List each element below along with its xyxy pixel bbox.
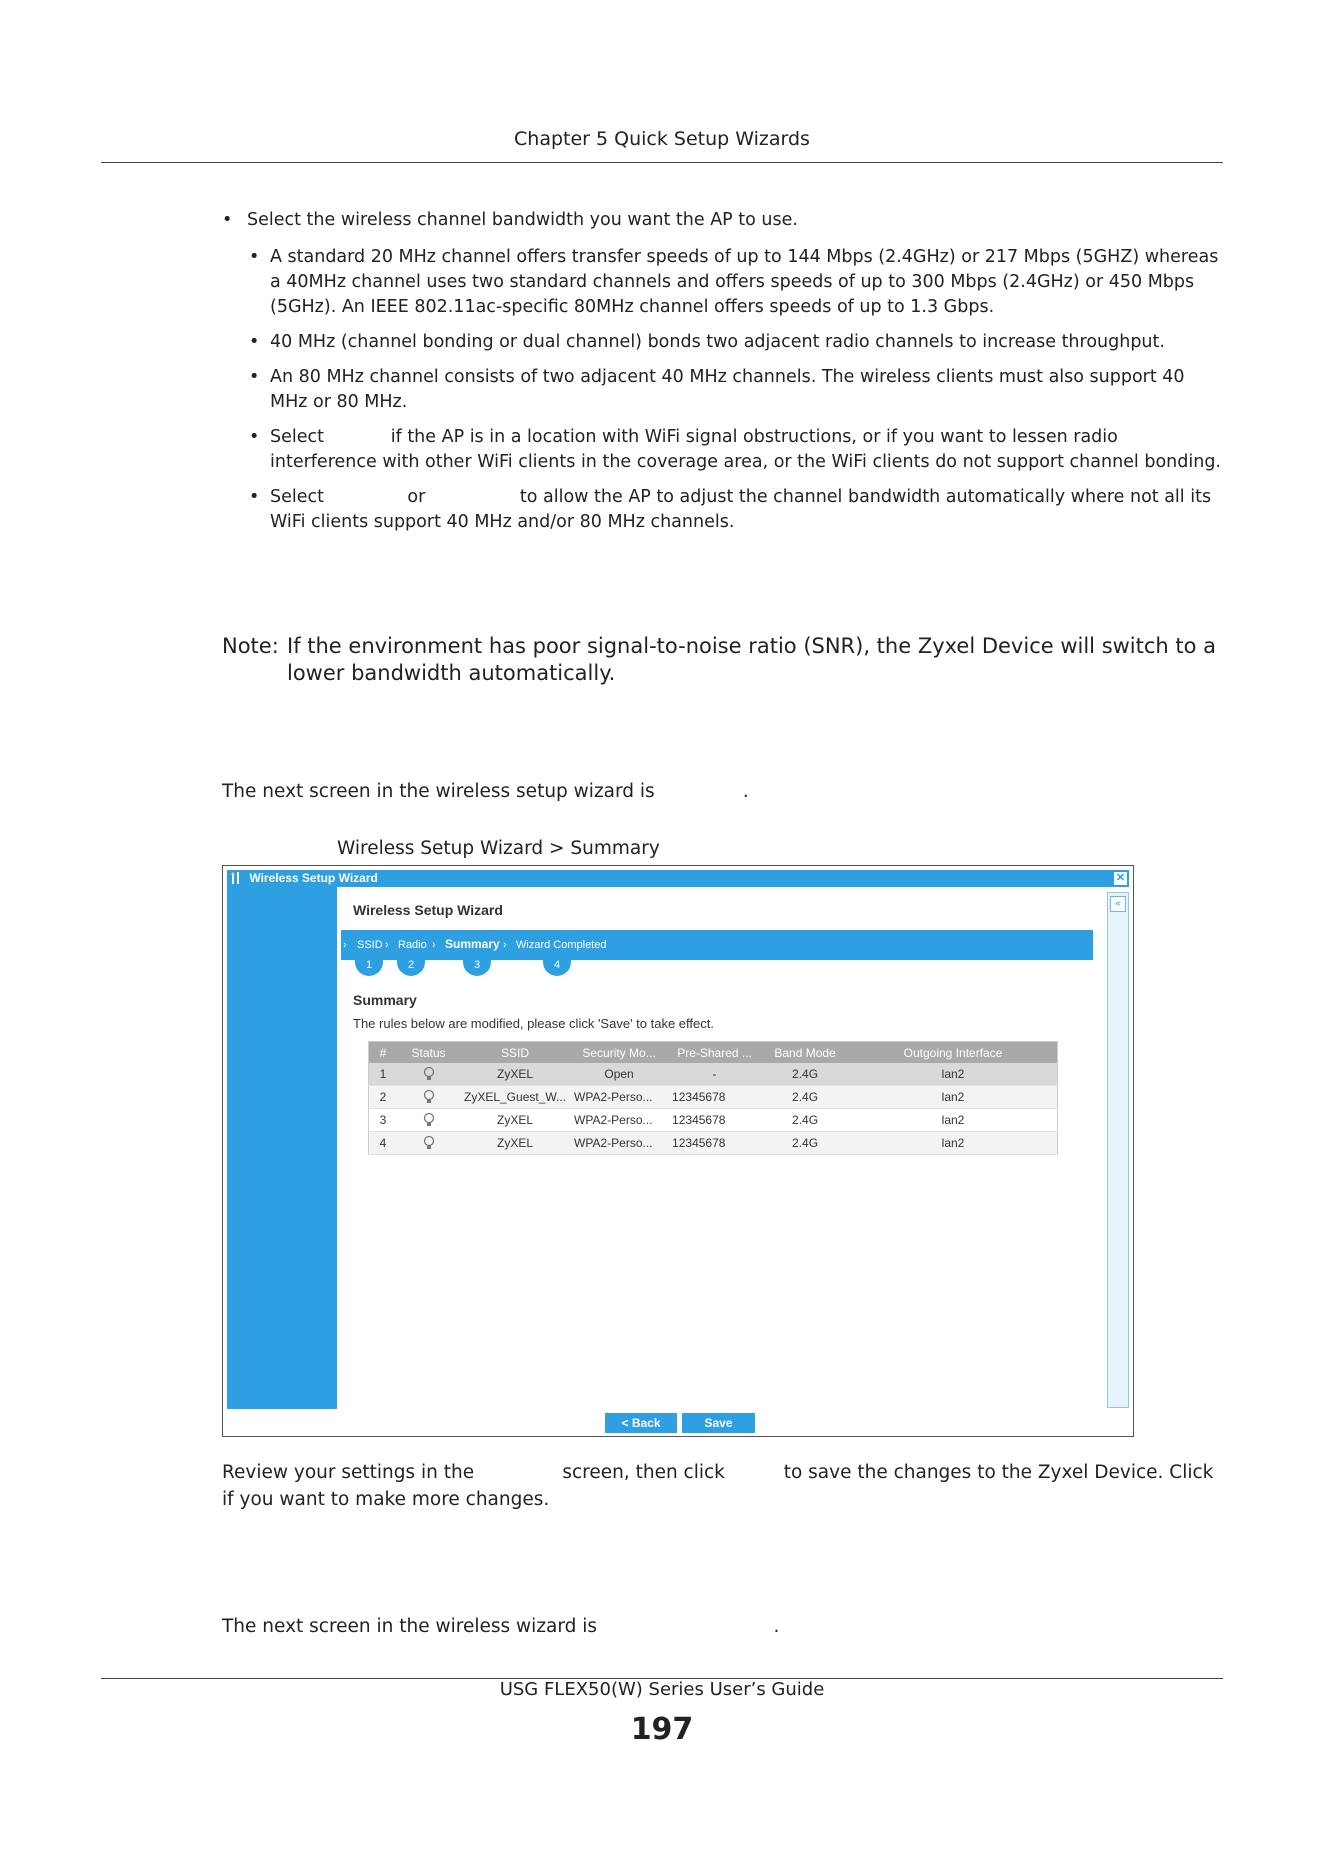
wizard-steps (341, 930, 1093, 971)
ssid-cell: ZyXEL (460, 1109, 570, 1132)
lightbulb-icon (422, 1135, 436, 1151)
step-summary[interactable]: Summary (445, 937, 500, 951)
wizard-titlebar (227, 870, 1129, 887)
psk-cell: 12345678 (668, 1109, 761, 1132)
psk-cell: 12345678 (668, 1132, 761, 1155)
note (222, 633, 1232, 687)
summary-table (368, 1041, 1058, 1155)
next-screen-summary: The next screen in the wireless setup wizard is . (222, 781, 749, 802)
chapter-header: Chapter 5 Quick Setup Wizards (514, 128, 810, 150)
band-cell: 2.4G (761, 1063, 849, 1086)
status-cell (397, 1086, 460, 1109)
band-cell: 2.4G (761, 1132, 849, 1155)
lightbulb-icon (422, 1066, 436, 1082)
step-number: 2 (397, 958, 425, 976)
table-row[interactable] (369, 1086, 1058, 1109)
back-button[interactable]: < Back (605, 1413, 677, 1433)
ssid-cell: ZyXEL (460, 1132, 570, 1155)
next-screen-completed: The next screen in the wireless wizard is . (222, 1616, 780, 1637)
table-row[interactable] (369, 1109, 1058, 1132)
row-number: 1 (369, 1063, 398, 1086)
row-number: 4 (369, 1132, 398, 1155)
review-instructions: Review your settings in the screen, then click to save the changes to the Zyxel Device. Click if you want to make more changes. (222, 1462, 1273, 1510)
interface-cell: lan2 (849, 1086, 1057, 1109)
ssid-cell: ZyXEL_Guest_W... (460, 1086, 570, 1109)
col-pre-shared-key[interactable]: Pre-Shared ... (668, 1042, 761, 1064)
table-row[interactable] (369, 1132, 1058, 1155)
summary-description: The rules below are modified, please click 'Save' to take effect. (353, 1016, 714, 1031)
summary-heading: Summary (353, 992, 417, 1008)
header-rule (101, 162, 1223, 163)
table-row[interactable] (369, 1063, 1058, 1086)
lightbulb-icon (422, 1112, 436, 1128)
interface-cell: lan2 (849, 1109, 1057, 1132)
wizard-screenshot (222, 865, 1134, 1437)
note-label: Note: (222, 634, 279, 658)
row-number: 2 (369, 1086, 398, 1109)
security-cell: WPA2-Perso... (570, 1132, 668, 1155)
wizard-icon (231, 872, 243, 884)
bullet-main: • Select the wireless channel bandwidth you want the AP to use. (222, 208, 1222, 233)
wizard-content-title: Wireless Setup Wizard (353, 902, 503, 918)
step-radio[interactable]: Radio (398, 939, 427, 951)
col-ssid[interactable]: SSID (460, 1042, 570, 1064)
footer-guide-title: USG FLEX50(W) Series User’s Guide (499, 1679, 825, 1700)
step-ssid[interactable]: SSID (357, 939, 383, 951)
chevron-right-icon: › (343, 939, 347, 951)
sub-bullet: • Select or to allow the AP to adjust the channel bandwidth automatically where not all its WiFi clients support 40 MHz and/or 80 MHz channels. (222, 485, 1222, 535)
close-icon[interactable]: ✕ (1115, 872, 1126, 884)
lightbulb-icon (422, 1089, 436, 1105)
col-band-mode[interactable]: Band Mode (761, 1042, 849, 1064)
step-wizard-completed[interactable]: Wizard Completed (516, 939, 607, 951)
interface-cell: lan2 (849, 1132, 1057, 1155)
security-cell: Open (570, 1063, 668, 1086)
sub-bullet-list (222, 245, 1222, 535)
psk-cell: 12345678 (668, 1086, 761, 1109)
table-header-row (369, 1042, 1058, 1064)
sub-bullet: • Select if the AP is in a location with WiFi signal obstructions, or if you want to lessen radio interference with other WiFi clients in the coverage area, or the WiFi clients do not support channel bonding. (222, 425, 1222, 475)
step-number: 4 (543, 958, 571, 976)
psk-cell: - (668, 1063, 761, 1086)
step-number: 3 (463, 958, 491, 976)
sub-bullet: • 40 MHz (channel bonding or dual channel) bonds two adjacent radio channels to increase throughput. (222, 330, 1222, 355)
col-status[interactable]: Status (397, 1042, 460, 1064)
step-number: 1 (355, 958, 383, 976)
chevron-right-icon: › (503, 939, 507, 951)
row-number: 3 (369, 1109, 398, 1132)
status-cell (397, 1109, 460, 1132)
note-text: If the environment has poor signal-to-noise ratio (SNR), the Zyxel Device will switch to a lower bandwidth automatically. (287, 634, 1217, 685)
page-number: 197 (630, 1712, 694, 1747)
col-number[interactable]: # (369, 1042, 398, 1064)
wizard-left-panel (227, 887, 337, 1409)
interface-cell: lan2 (849, 1063, 1057, 1086)
chevron-right-icon: › (385, 939, 389, 951)
figure-title: Wireless Setup Wizard > Summary (337, 838, 660, 859)
status-cell (397, 1063, 460, 1086)
col-security-mode[interactable]: Security Mo... (570, 1042, 668, 1064)
wizard-window-title: Wireless Setup Wizard (249, 871, 378, 885)
collapse-icon[interactable]: « (1110, 896, 1126, 912)
col-outgoing-interface[interactable]: Outgoing Interface (849, 1042, 1057, 1064)
bandwidth-bullets (222, 208, 1222, 545)
save-button[interactable]: Save (682, 1413, 755, 1433)
status-cell (397, 1132, 460, 1155)
band-cell: 2.4G (761, 1109, 849, 1132)
band-cell: 2.4G (761, 1086, 849, 1109)
sub-bullet: • A standard 20 MHz channel offers transfer speeds of up to 144 Mbps (2.4GHz) or 217 Mbps (5GHZ) whereas a 40MHz channel uses two standard channels and offers speeds of up to 300 Mbps (2.4GHz) or 450 Mbps (5GHz). An IEEE 802.11ac-specific 80MHz channel offers speeds of up to 1.3 Gbps. (222, 245, 1222, 320)
wizard-scrollbar[interactable] (1107, 892, 1129, 1408)
security-cell: WPA2-Perso... (570, 1086, 668, 1109)
security-cell: WPA2-Perso... (570, 1109, 668, 1132)
ssid-cell: ZyXEL (460, 1063, 570, 1086)
chevron-right-icon: › (432, 939, 436, 951)
sub-bullet: • An 80 MHz channel consists of two adjacent 40 MHz channels. The wireless clients must also support 40 MHz or 80 MHz. (222, 365, 1222, 415)
